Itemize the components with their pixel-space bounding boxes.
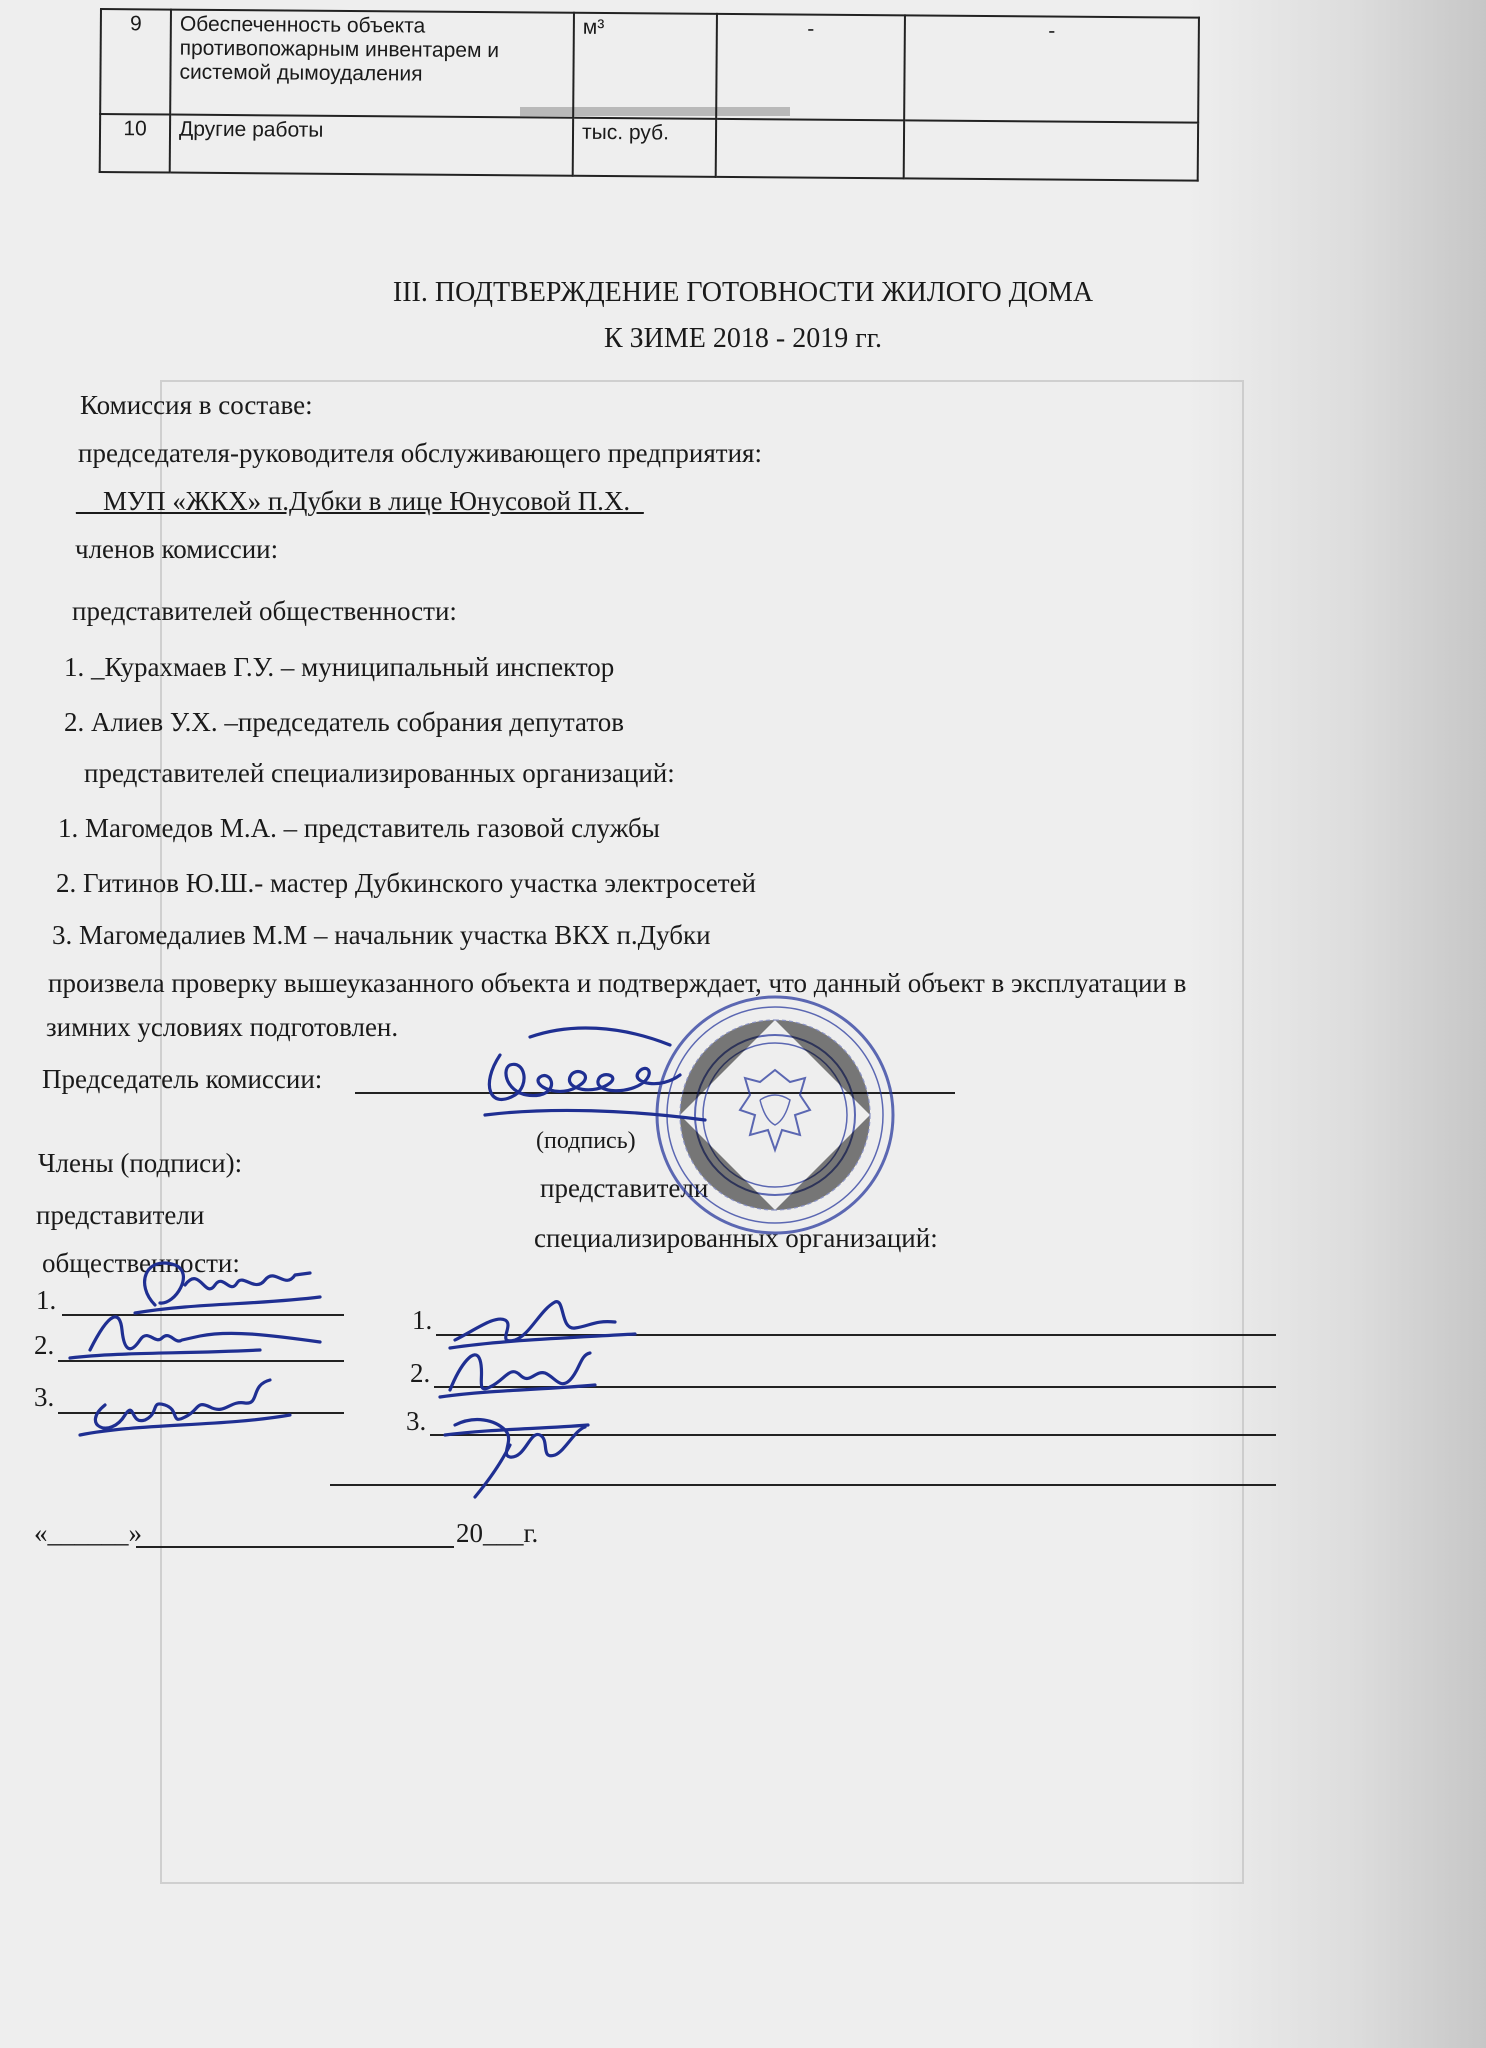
row-unit: м³ bbox=[573, 13, 717, 119]
commission-intro: Комиссия в составе: bbox=[80, 390, 313, 420]
public-label-line1: представители bbox=[36, 1200, 205, 1230]
public-label: представителей общественности: bbox=[72, 596, 457, 626]
specialized-member-3: 3. Магомедалиев М.М – начальник участка ВКХ п.Дубки bbox=[52, 920, 711, 950]
section-title: III. ПОДТВЕРЖДЕНИЕ ГОТОВНОСТИ ЖИЛОГО ДОМА bbox=[392, 277, 1094, 308]
table-row bbox=[100, 9, 1199, 123]
specialized-sign-number-1: 1. bbox=[412, 1305, 433, 1335]
bleed-through-text: ▬▬▬▬▬▬▬▬▬ bbox=[520, 90, 790, 123]
row-name: Обеспеченность объекта противопожарным инвентарем и системой дымоудаления bbox=[170, 10, 574, 118]
signature-caption: (подпись) bbox=[536, 1128, 636, 1154]
specialized-sign-number-2: 2. bbox=[410, 1358, 431, 1388]
row-number: 9 bbox=[100, 9, 171, 115]
conclusion-line-2: зимних условиях подготовлен. bbox=[46, 1012, 399, 1042]
row-value-1: - bbox=[716, 14, 905, 120]
row-number: 10 bbox=[100, 114, 170, 173]
public-sign-number-3: 3. bbox=[34, 1382, 55, 1412]
row-value-2 bbox=[904, 120, 1198, 180]
chair-name: __МУП «ЖКХ» п.Дубки в лице Юнусовой П.Х._ bbox=[76, 486, 644, 516]
row-name: Другие работы bbox=[170, 115, 573, 176]
works-table bbox=[99, 8, 1200, 182]
date-line bbox=[136, 1546, 454, 1548]
public-label-line2: общественности: bbox=[42, 1248, 240, 1278]
public-member-2: 2. Алиев У.Х. –председатель собрания депутатов bbox=[64, 707, 625, 737]
row-value-2: - bbox=[904, 15, 1199, 122]
specialized-label: представителей специализированных организаций: bbox=[84, 758, 675, 788]
public-signature-2 bbox=[60, 1300, 340, 1370]
section-subtitle: К ЗИМЕ 2018 - 2019 гг. bbox=[603, 323, 883, 354]
row-value-1 bbox=[716, 119, 904, 178]
chair-signature bbox=[470, 1015, 710, 1130]
specialized-sign-number-3: 3. bbox=[406, 1406, 427, 1436]
specialized-signature-3 bbox=[440, 1385, 590, 1505]
table-row bbox=[100, 114, 1198, 181]
chair-role: председателя-руководителя обслуживающего предприятия: bbox=[78, 438, 762, 468]
public-signature-3 bbox=[70, 1365, 300, 1445]
row-unit: тыс. руб. bbox=[573, 118, 716, 177]
members-label: членов комиссии: bbox=[75, 534, 279, 564]
members-signatures-label: Члены (подписи): bbox=[38, 1148, 243, 1178]
conclusion-line-1: произвела проверку вышеуказанного объекта и подтверждает, что данный объект в эксплуатации в bbox=[48, 968, 1187, 998]
specialized-member-2: 2. Гитинов Ю.Ш.- мастер Дубкинского участка электросетей bbox=[56, 868, 756, 898]
public-member-1: 1. _Курахмаев Г.У. – муниципальный инспектор bbox=[64, 652, 615, 682]
public-sign-number-2: 2. bbox=[34, 1330, 55, 1360]
public-sign-number-1: 1. bbox=[36, 1285, 57, 1315]
specialized-label-line1: представители bbox=[540, 1173, 709, 1203]
date-day: «______» bbox=[34, 1518, 142, 1548]
chair-signature-label: Председатель комиссии: bbox=[42, 1064, 323, 1094]
specialized-label-line2: специализированных организаций: bbox=[534, 1223, 938, 1253]
specialized-member-1: 1. Магомедов М.А. – представитель газовой службы bbox=[58, 813, 660, 843]
date-year: 20___г. bbox=[456, 1518, 539, 1548]
